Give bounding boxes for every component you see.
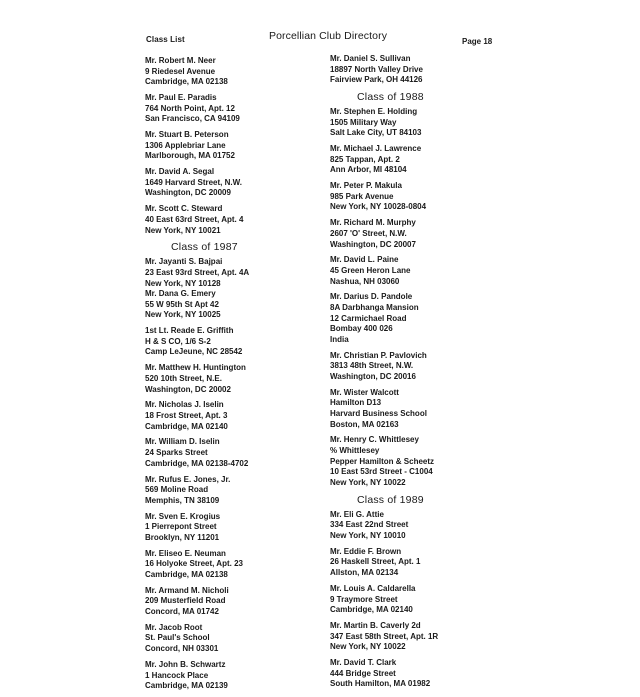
entry-list	[330, 54, 515, 86]
directory-entry	[145, 326, 330, 358]
address-line: New York, NY 10021	[145, 225, 221, 235]
address-line: 985 Park Avenue	[330, 191, 394, 201]
address-line: 55 W 95th St Apt 42	[145, 299, 219, 309]
address-line: 9 Riedesel Avenue	[145, 66, 216, 76]
address-line: 520 10th Street, N.E.	[145, 373, 222, 383]
member-name: Mr. Eddie F. Brown	[330, 546, 402, 556]
directory-entry	[145, 512, 330, 544]
address-line: Fairview Park, OH 44126	[330, 75, 423, 85]
directory-entry	[330, 584, 515, 616]
address-line: 45 Green Heron Lane	[330, 265, 411, 275]
address-line: Cambridge, MA 02140	[145, 421, 228, 431]
address-line: Nashua, NH 03060	[330, 276, 400, 286]
address-line: New York, NY 10022	[330, 642, 406, 652]
address-line: New York, NY 10025	[145, 310, 221, 320]
directory-entry	[145, 660, 330, 692]
directory-entry	[145, 93, 330, 125]
address-line: Hamilton D13	[330, 398, 382, 408]
address-line: Salt Lake City, UT 84103	[330, 128, 422, 138]
address-line: Brooklyn, NY 11201	[145, 532, 220, 542]
member-name: Mr. Rufus E. Jones, Jr.	[145, 474, 231, 484]
address-line: 1 Hancock Place	[145, 670, 209, 680]
directory-entry	[145, 549, 330, 581]
member-name: Mr. Martin B. Caverly 2d	[330, 620, 421, 630]
address-line: 8A Darbhanga Mansion	[330, 303, 419, 313]
class-heading-1989: Class of 1989	[357, 493, 424, 506]
directory-entry	[330, 107, 515, 139]
address-line: South Hamilton, MA 01982	[330, 679, 431, 689]
address-line: 825 Tappan, Apt. 2	[330, 154, 400, 164]
directory-entry	[330, 510, 515, 542]
directory-entry	[145, 437, 330, 469]
address-line: 3813 48th Street, N.W.	[330, 361, 414, 371]
address-line: Marlborough, MA 01752	[145, 151, 235, 161]
directory-entry	[330, 547, 515, 579]
directory-entry	[330, 388, 515, 430]
member-name: Mr. Armand M. Nicholi	[145, 585, 229, 595]
page-number: Page 18	[462, 37, 493, 46]
member-name: Mr. Matthew H. Huntington	[145, 363, 246, 373]
directory-entry	[145, 204, 330, 236]
address-line: H & S CO, 1/6 S-2	[145, 336, 211, 346]
address-line: Washington, DC 20007	[330, 239, 416, 249]
directory-entry	[145, 475, 330, 507]
member-name: Mr. Christian P. Pavlovich	[330, 350, 427, 360]
address-line: New York, NY 10022	[330, 477, 406, 487]
member-name: Mr. Nicholas J. Iselin	[145, 400, 224, 410]
address-line: Harvard Business School	[330, 409, 427, 418]
address-line: 12 Carmichael Road	[330, 313, 407, 323]
directory-entry	[145, 363, 330, 395]
address-line: St. Paul's School	[145, 633, 210, 643]
entry-list	[145, 257, 330, 691]
directory-entry	[145, 130, 330, 162]
directory-entry	[145, 167, 330, 199]
member-name: Mr. Jacob Root	[145, 622, 203, 632]
section-label: Class List	[146, 35, 185, 44]
address-line: 569 Moline Road	[145, 485, 209, 495]
member-name: Mr. Wister Walcott	[330, 387, 399, 397]
address-line: Washington, DC 20009	[145, 188, 231, 198]
address-line: 444 Bridge Street	[330, 668, 396, 678]
member-name: Mr. David L. Paine	[330, 255, 399, 265]
address-line: Concord, MA 01742	[145, 606, 219, 616]
directory-entry	[330, 181, 515, 213]
address-line: New York, NY 10128	[145, 278, 221, 288]
member-name: Mr. Richard M. Murphy	[330, 218, 416, 228]
member-name: Mr. Eliseo E. Neuman	[145, 548, 226, 558]
directory-entry	[145, 400, 330, 432]
address-line: 1 Pierrepont Street	[145, 522, 217, 532]
address-line: % Whittlesey	[330, 446, 380, 456]
address-line: Memphis, TN 38109	[145, 495, 220, 505]
directory-entry	[330, 435, 515, 488]
address-line: Cambridge, MA 02139	[145, 681, 228, 691]
member-name: Mr. Jayanti S. Bajpai	[145, 257, 223, 267]
address-line: 23 East 93rd Street, Apt. 4A	[145, 267, 250, 277]
page-title: Porcellian Club Directory	[269, 30, 388, 42]
entry-list	[330, 107, 515, 488]
member-name: Mr. Scott C. Steward	[145, 204, 223, 214]
directory-entry	[330, 144, 515, 176]
member-name: Mr. Stephen E. Holding	[330, 107, 418, 117]
address-line: 18 Frost Street, Apt. 3	[145, 411, 228, 420]
address-line: 764 North Point, Apt. 12	[145, 103, 235, 113]
address-line: Washington, DC 20016	[330, 371, 416, 381]
member-name: Mr. Robert M. Neer	[145, 56, 216, 65]
address-line: 1649 Harvard Street, N.W.	[145, 177, 242, 187]
address-line: 347 East 58th Street, Apt. 1R	[330, 631, 439, 641]
directory-entry	[330, 658, 515, 690]
member-name: Mr. David T. Clark	[330, 658, 397, 668]
address-line: Bombay 400 026	[330, 324, 393, 334]
right-column	[330, 54, 515, 695]
member-name: Mr. Paul E. Paradis	[145, 93, 217, 103]
member-name: Mr. Henry C. Whittlesey	[330, 435, 419, 445]
entry-list	[145, 56, 330, 236]
address-line: Washington, DC 20002	[145, 384, 231, 394]
address-line: India	[330, 334, 349, 344]
address-line: 209 Musterfield Road	[145, 596, 226, 606]
directory-entry	[330, 54, 515, 86]
member-name: Mr. Peter P. Makula	[330, 181, 402, 191]
member-name: Mr. Dana G. Emery	[145, 289, 216, 299]
class-heading-1987: Class of 1987	[171, 241, 238, 254]
left-column	[145, 56, 330, 697]
directory-entry	[145, 586, 330, 618]
address-line: 10 East 53rd Street - C1004	[330, 467, 433, 477]
address-line: Cambridge, MA 02138	[145, 77, 228, 87]
directory-entry	[330, 351, 515, 383]
address-line: 1505 Military Way	[330, 117, 397, 127]
address-line: Allston, MA 02134	[330, 568, 399, 578]
address-line: San Francisco, CA 94109	[145, 114, 240, 124]
address-line: 16 Holyoke Street, Apt. 23	[145, 559, 243, 569]
member-name: Mr. Daniel S. Sullivan	[330, 54, 411, 63]
address-line: 1306 Applebriar Lane	[145, 140, 226, 150]
directory-entry	[145, 56, 330, 88]
address-line: 24 Sparks Street	[145, 448, 208, 458]
directory-entry	[330, 292, 515, 345]
member-name: Mr. William D. Iselin	[145, 437, 220, 447]
address-line: 26 Haskell Street, Apt. 1	[330, 557, 421, 567]
directory-entry	[330, 255, 515, 287]
directory-entry	[145, 623, 330, 655]
member-name: Mr. John B. Schwartz	[145, 659, 226, 669]
directory-entry	[330, 218, 515, 250]
address-line: Camp LeJeune, NC 28542	[145, 347, 243, 357]
member-name: Mr. Eli G. Attie	[330, 509, 384, 519]
member-name: Mr. Sven E. Krogius	[145, 511, 221, 521]
address-line: 2607 'O' Street, N.W.	[330, 228, 407, 238]
address-line: Concord, NH 03301	[145, 644, 219, 654]
address-line: 9 Traymore Street	[330, 594, 398, 604]
address-line: New York, NY 10010	[330, 530, 406, 540]
address-line: Pepper Hamilton & Scheetz	[330, 456, 435, 466]
class-heading-1988: Class of 1988	[357, 91, 424, 104]
member-name: Mr. Louis A. Caldarella	[330, 583, 416, 593]
directory-entry	[145, 257, 330, 289]
member-name: Mr. Darius D. Pandole	[330, 292, 413, 302]
address-line: 40 East 63rd Street, Apt. 4	[145, 214, 244, 224]
address-line: Cambridge, MA 02140	[330, 605, 413, 615]
directory-entry	[330, 621, 515, 653]
address-line: Boston, MA 02163	[330, 419, 399, 429]
directory-entry	[145, 289, 330, 321]
entry-list	[330, 510, 515, 690]
member-name: Mr. Stuart B. Peterson	[145, 130, 229, 140]
address-line: Cambridge, MA 02138	[145, 569, 228, 579]
member-name: 1st Lt. Reade E. Griffith	[145, 326, 234, 336]
address-line: Cambridge, MA 02138-4702	[145, 458, 249, 468]
member-name: Mr. Michael J. Lawrence	[330, 144, 422, 154]
address-line: New York, NY 10028-0804	[330, 202, 427, 212]
address-line: 334 East 22nd Street	[330, 520, 409, 530]
address-line: 18897 North Valley Drive	[330, 64, 423, 74]
address-line: Ann Arbor, MI 48104	[330, 165, 407, 175]
member-name: Mr. David A. Segal	[145, 167, 215, 177]
